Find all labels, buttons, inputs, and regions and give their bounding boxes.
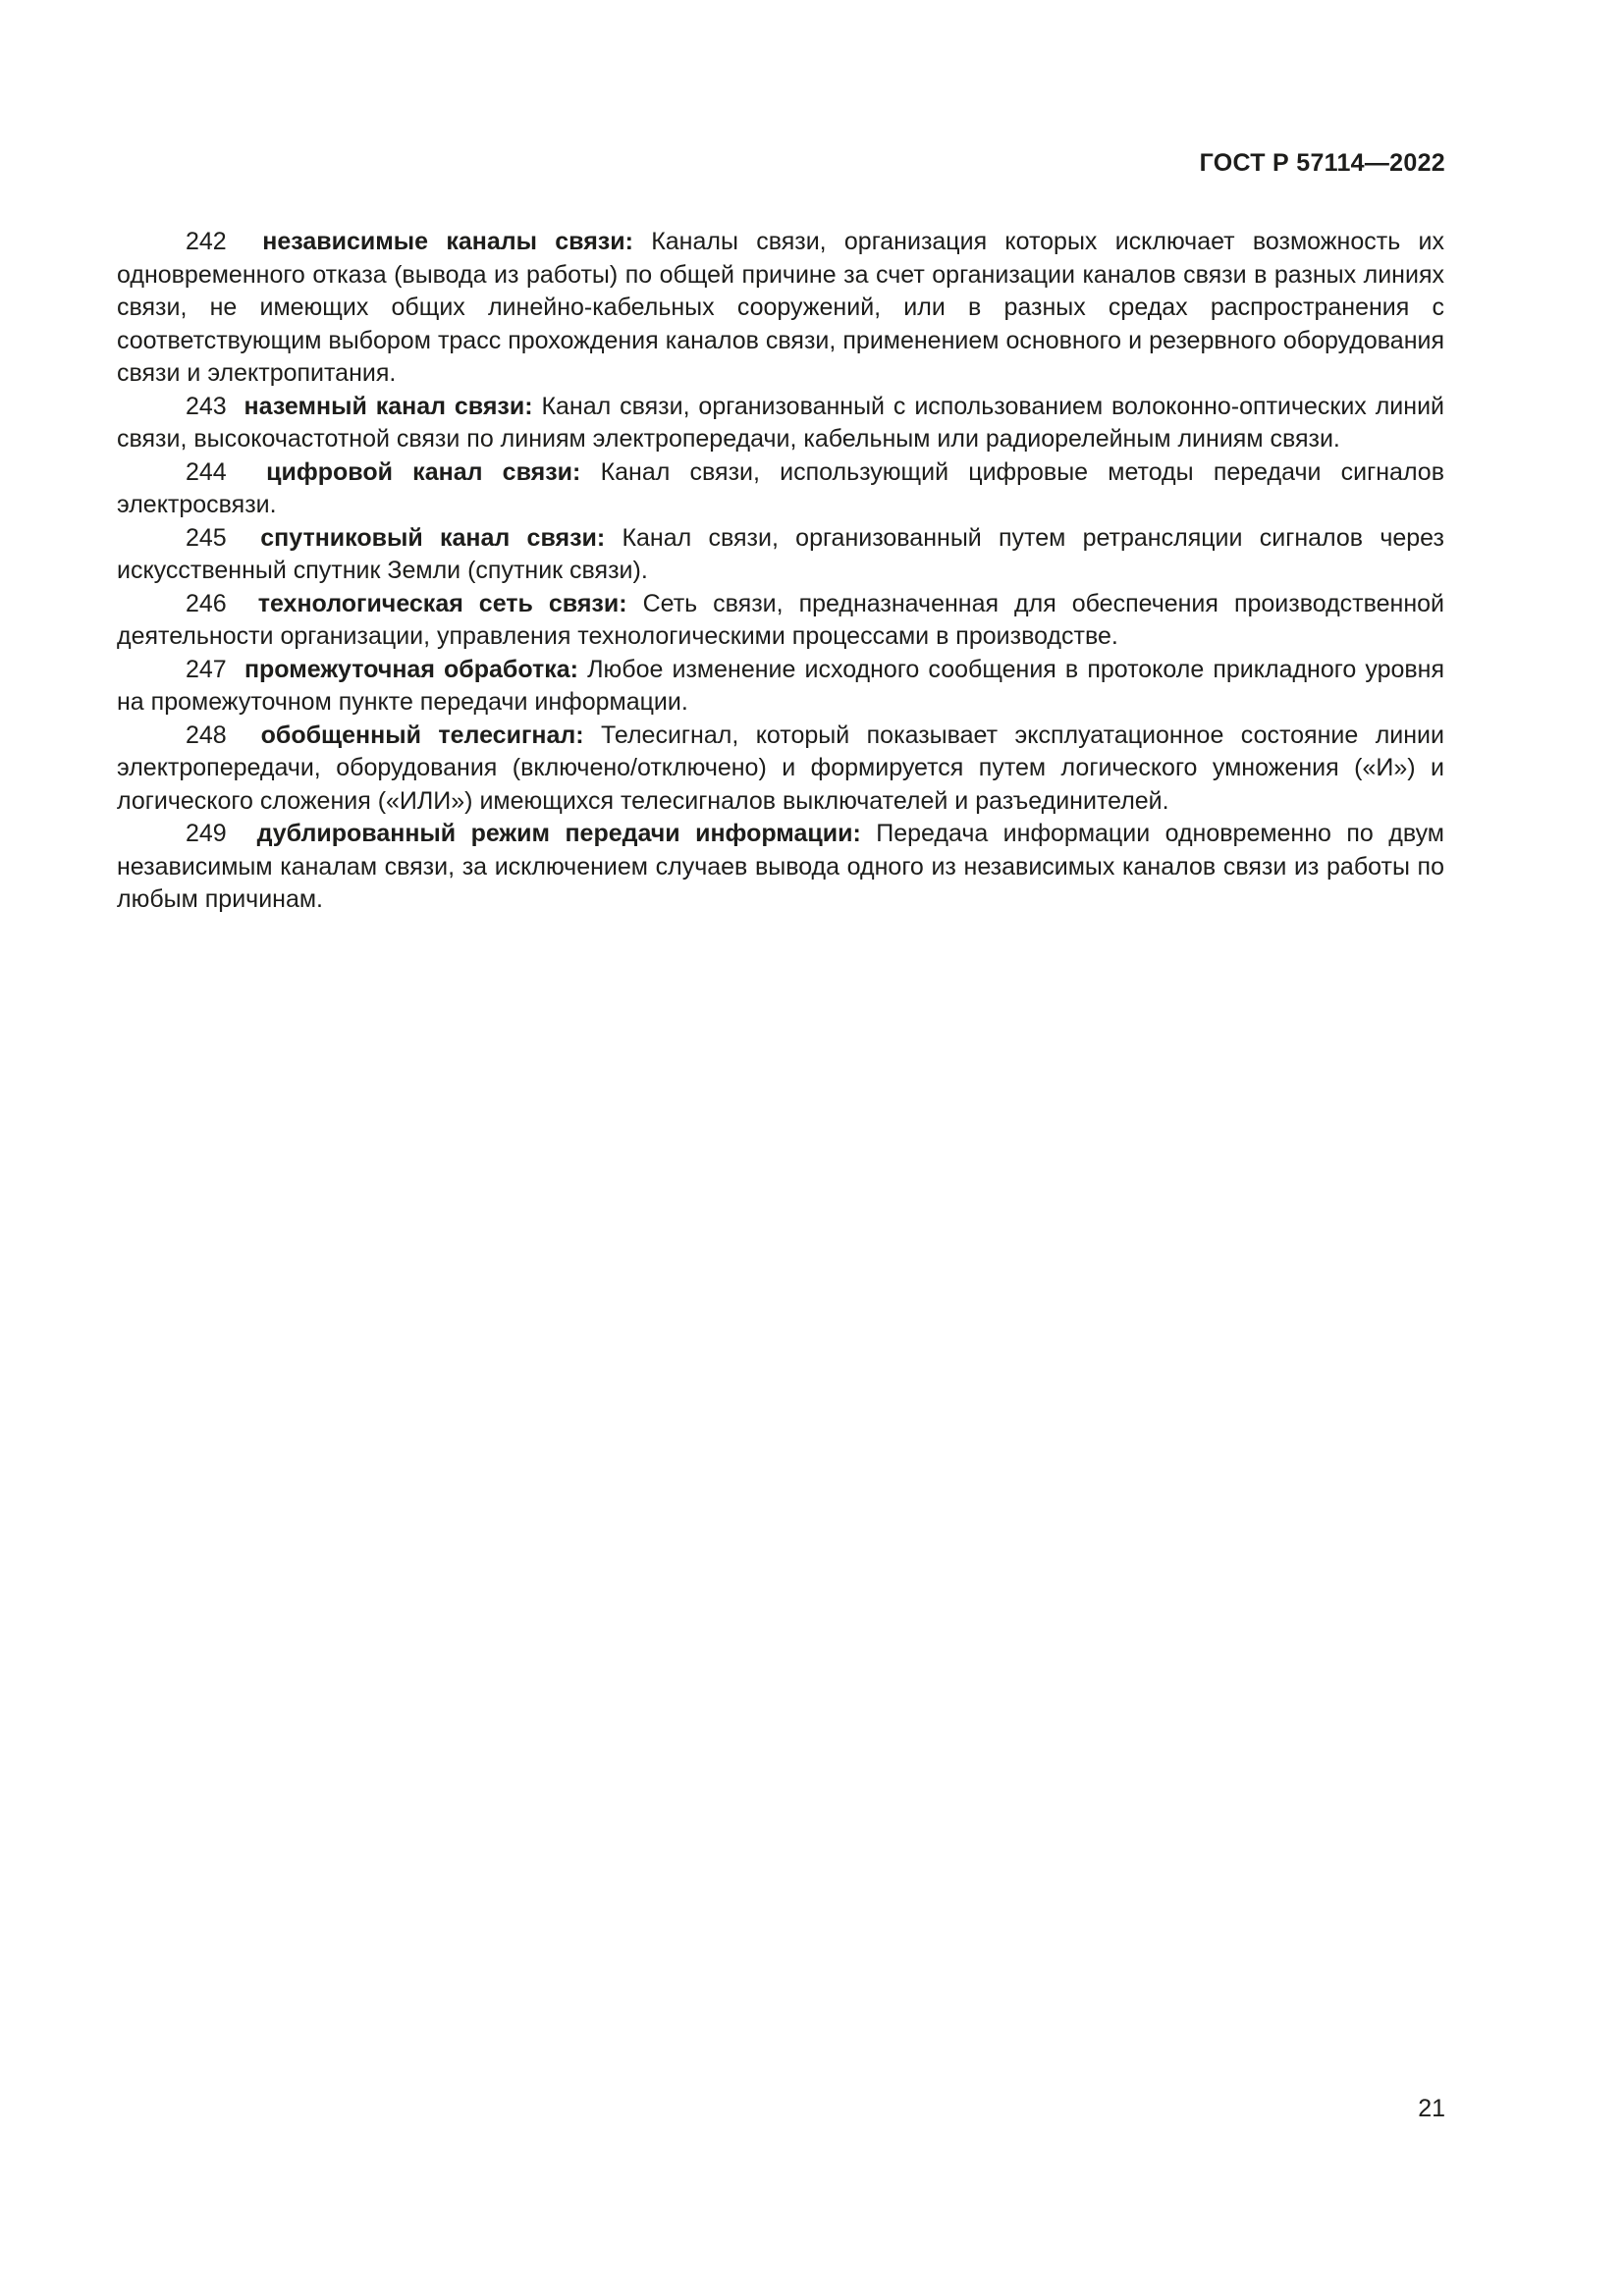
- term-number: 246: [186, 589, 227, 617]
- term-number: 247: [186, 655, 227, 683]
- page-number: 21: [1418, 2095, 1445, 2122]
- term-definition: Канал связи, организованный путем ретрансляции сигналов через искусственный спутник Земли (спутник связи).: [117, 523, 1444, 584]
- term-entry: [117, 391, 1444, 456]
- term-entry: [117, 456, 1444, 522]
- term-name: наземный канал связи:: [244, 392, 533, 420]
- term-name: обобщенный телесигнал:: [260, 721, 584, 749]
- term-definition: Передача информации одновременно по двум независимым каналам связи, за исключением случаев вывода одного из независимых каналов связи из работы по любым причинам.: [117, 820, 1444, 913]
- term-definition: Любое изменение исходного сообщения в протоколе прикладного уровня на промежуточном пункте передачи информации.: [117, 655, 1444, 716]
- term-name: промежуточная обработка:: [244, 655, 578, 683]
- term-number: 248: [186, 721, 227, 749]
- term-number: 242: [186, 228, 227, 255]
- term-number: 244: [186, 457, 227, 486]
- term-definition: Сеть связи, предназначенная для обеспечения производственной деятельности организации, управления технологическими процессами в производстве.: [117, 589, 1444, 650]
- term-definition: Канал связи, организованный с использованием волоконно-оптических линий связи, высокочастотной связи по линиям электропередачи, кабельным или радиорелейным линиям связи.: [117, 392, 1444, 453]
- term-entry: [117, 588, 1444, 654]
- term-entry: [117, 226, 1444, 391]
- term-entry: [117, 522, 1444, 588]
- term-entry: [117, 720, 1444, 819]
- term-name: независимые каналы связи:: [262, 228, 633, 255]
- term-name: дублированный режим передачи информации:: [256, 820, 861, 847]
- term-entry: [117, 654, 1444, 720]
- term-definition: Каналы связи, организация которых исключает возможность их одновременного отказа (вывода из работы) по общей причине за счет организации каналов связи в разных линиях связи, не имеющих общих линейно-кабельных сооружений, или в разных средах распространения с соответствующим выбором трасс прохождения каналов связи, применением основного и резервного оборудования связи и электропитания.: [117, 228, 1444, 387]
- term-number: 245: [186, 523, 227, 552]
- terms-list: [117, 226, 1444, 917]
- standard-header: ГОСТ Р 57114—2022: [1199, 149, 1445, 177]
- term-number: 249: [186, 820, 227, 847]
- term-definition: Канал связи, использующий цифровые методы передачи сигналов электросвязи.: [117, 457, 1444, 518]
- term-number: 243: [186, 392, 227, 420]
- term-name: цифровой канал связи:: [266, 457, 581, 486]
- term-definition: Телесигнал, который показывает эксплуатационное состояние линии электропередачи, оборудования (включено/отключено) и формируется путем логического умножения («И») и логического сложения («ИЛИ») имеющихся телесигналов выключателей и разъединителей.: [117, 721, 1444, 815]
- term-name: технологическая сеть связи:: [257, 589, 627, 617]
- term-entry: [117, 818, 1444, 917]
- term-name: спутниковый канал связи:: [260, 523, 606, 552]
